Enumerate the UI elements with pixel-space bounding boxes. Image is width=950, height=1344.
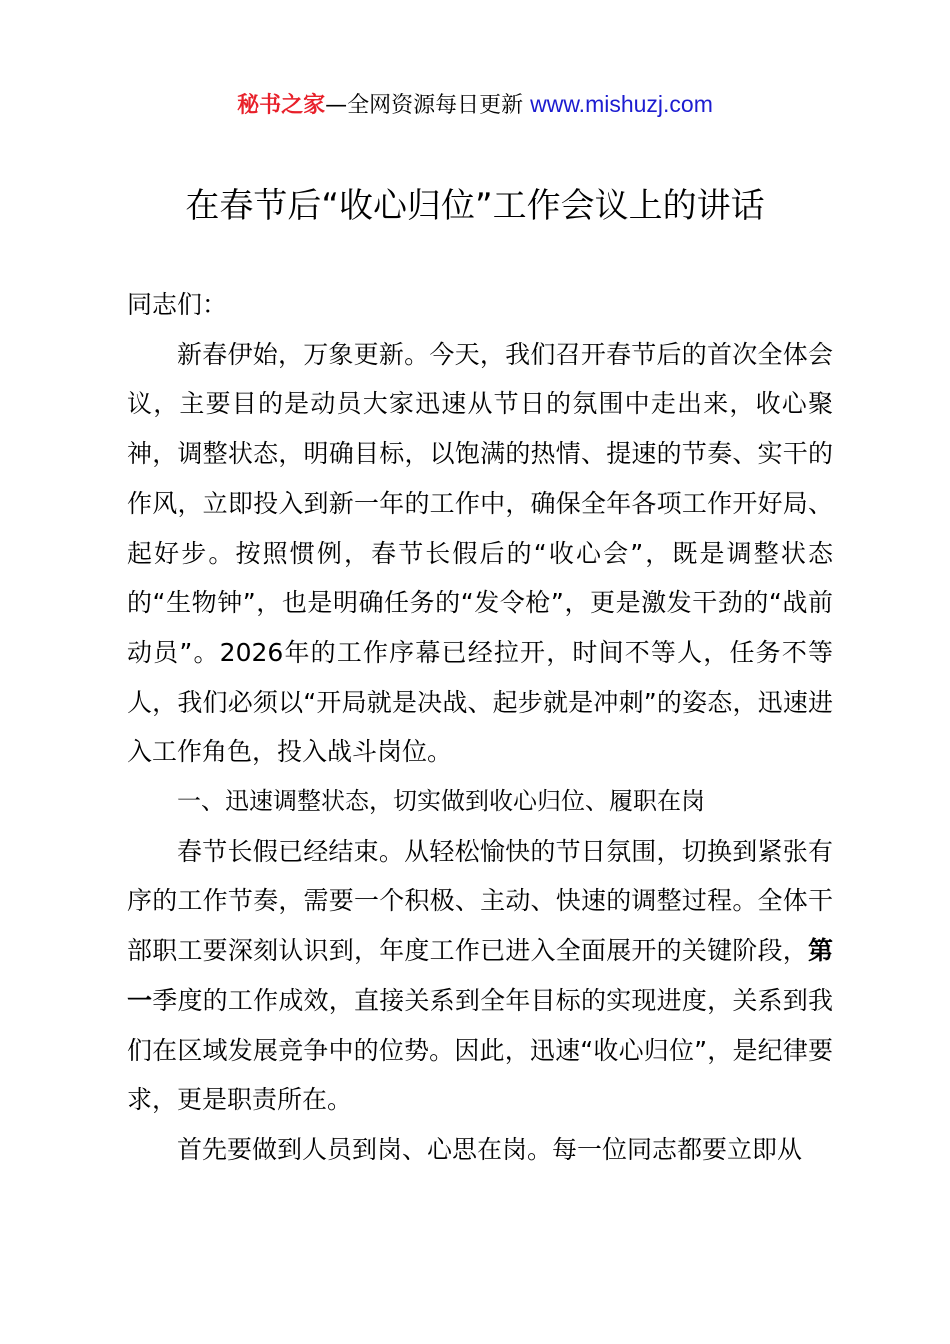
document-title: 在春节后“收心归位”工作会议上的讲话	[185, 186, 765, 226]
site-url-link[interactable]: www.mishuzj.com	[530, 91, 713, 117]
section-heading-1: 一、迅速调整状态，切实做到收心归位、履职在岗	[177, 787, 705, 816]
paragraph-text-run: 春节长假已经结束。从轻松愉快的节日氛围，切换到紧张有序的工作节奏，需要一个积极、主动、快速的调整过程。全体干部职工要深刻认识到，年度工作已进入全面展开的关键阶段，	[127, 836, 833, 966]
paragraph-text-run: 季度的工作成效，直接关系到全年目标的实现进度，关系到我们在区域发展竞争中的位势。因此，迅速“收心归位”，是纪律要求，更是职责所在。	[127, 985, 833, 1115]
site-name: 秘书之家	[237, 93, 326, 118]
site-slogan: —全网资源每日更新	[325, 93, 531, 118]
paragraph-bold-run: 第一	[127, 936, 833, 1015]
paragraph-intro: 新春伊始，万象更新。今天，我们召开春节后的首次全体会议，主要目的是动员大家迅速从节日的氛围中走出来，收心聚神，调整状态，明确目标，以饱满的热情、提速的节奏、实干的作风，立即投入到新一年的工作中，确保全年各项工作开好局、起好步。按照惯例，春节长假后的“收心会”，既是调整状态的“生物钟”，也是明确任务的“发令枪”，更是激发干劲的“战前动员”。2026年的工作序幕已经拉开，时间不等人，任务不等人，我们必须以“开局就是决战、起步就是冲刺”的姿态，迅速进入工作角色，投入战斗岗位。	[127, 339, 833, 767]
salutation: 同志们：	[127, 290, 228, 319]
paragraph-section-1	[127, 827, 833, 1125]
site-header	[0, 88, 950, 122]
paragraph-section-1-continued: 首先要做到人员到岗、心思在岗。每一位同志都要立即从	[177, 1134, 803, 1164]
document-body	[127, 280, 833, 1175]
